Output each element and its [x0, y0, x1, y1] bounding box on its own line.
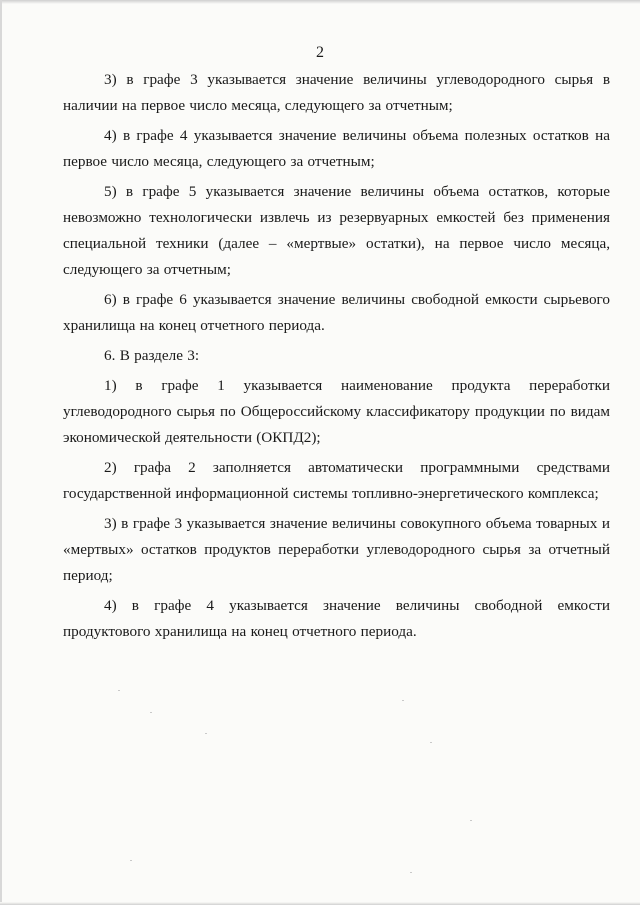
scan-top-edge: [0, 0, 640, 4]
paragraph-item-6-graph-6: 6) в графе 6 указывается значение величины свободной емкости сырьевого хранилища на конец отчетного периода.: [63, 291, 610, 334]
paragraph-item-5-graph-5: 5) в графе 5 указывается значение величины объема остатков, которые невозможно технологически извлечь из резервуарных емкостей без применения специальной техники (далее – «мертвые» остатки), на первое число месяца, следующего за отчетным;: [63, 183, 610, 278]
paragraph-section3-item-3: 3) в графе 3 указывается значение величины совокупного объема товарных и «мертвых» остатков продуктов переработки углеводородного сырья за отчетный период;: [63, 515, 610, 584]
scan-noise: [205, 733, 207, 734]
paragraph-section3-item-2: 2) графа 2 заполняется автоматически программными средствами государственной информационной системы топливно-энергетического комплекса;: [63, 459, 610, 502]
scan-noise: [402, 700, 404, 701]
scan-noise: [430, 742, 432, 743]
paragraph-section3-item-1: 1) в графе 1 указывается наименование продукта переработки углеводородного сырья по Общероссийскому классификатору продукции по видам экономической деятельности (ОКПД2);: [63, 377, 610, 446]
scan-left-edge: [0, 0, 2, 905]
scan-noise: [410, 872, 412, 873]
paragraph-section3-item-4: 4) в графе 4 указывается значение величины свободной емкости продуктового хранилища на конец отчетного периода.: [63, 597, 610, 640]
page-number: 2: [316, 44, 324, 61]
scan-noise: [470, 820, 472, 821]
paragraph-item-4-graph-4: 4) в графе 4 указывается значение величины объема полезных остатков на первое число месяца, следующего за отчетным;: [63, 127, 610, 170]
document-body: [63, 67, 610, 645]
scan-noise: [118, 690, 120, 691]
scan-noise: [150, 712, 152, 713]
paragraph-item-3-graph-3: 3) в графе 3 указывается значение величины углеводородного сырья в наличии на первое число месяца, следующего за отчетным;: [63, 71, 610, 114]
scan-noise: [130, 860, 132, 861]
section-heading-6: 6. В разделе 3:: [104, 347, 200, 364]
